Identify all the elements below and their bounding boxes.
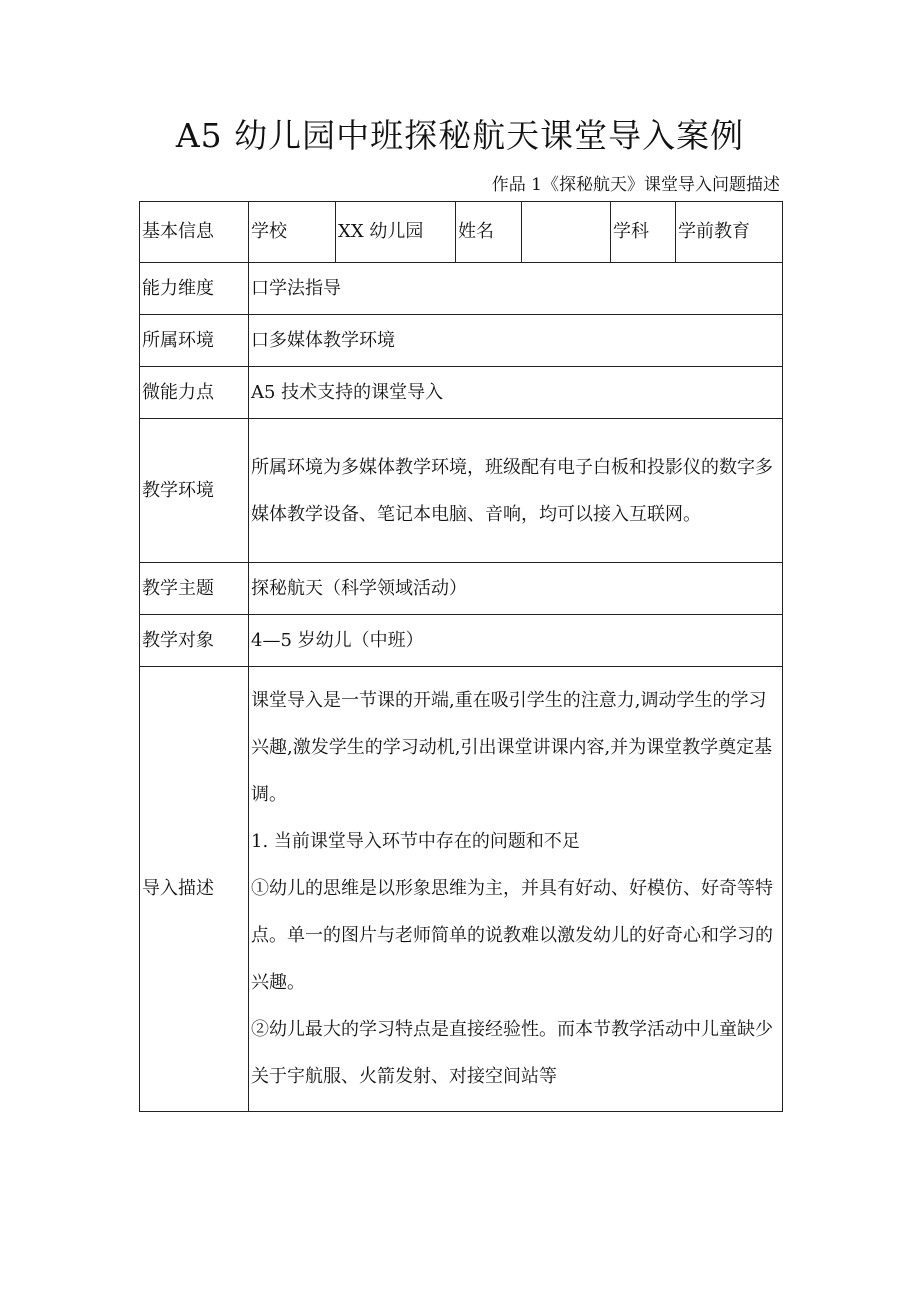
theme-label: 教学主题: [140, 563, 249, 615]
intro-content: [249, 667, 783, 1112]
table-row-intro: [140, 667, 783, 1112]
school-value: XX 幼儿园: [336, 202, 456, 263]
basic-info-label: 基本信息: [140, 202, 249, 263]
subject-value: 学前教育: [676, 202, 783, 263]
name-label: 姓名: [456, 202, 522, 263]
table-row-teaching-env: [140, 419, 783, 563]
teaching-env-label: 教学环境: [140, 419, 249, 563]
table-row-theme: [140, 563, 783, 615]
name-value: [522, 202, 611, 263]
intro-paragraph: 课堂导入是一节课的开端,重在吸引学生的注意力,调动学生的学习兴趣,激发学生的学习动机,引出课堂讲课内容,并为课堂教学奠定基调。: [251, 690, 773, 805]
target-value: 4—5 岁幼儿（中班）: [249, 615, 783, 667]
table-row-env-type: [140, 315, 783, 367]
subject-label: 学科: [611, 202, 676, 263]
document-subtitle: 作品 1《探秘航天》课堂导入问题描述: [491, 175, 780, 195]
target-label: 教学对象: [140, 615, 249, 667]
table-row-ability: [140, 263, 783, 315]
theme-value: 探秘航天（科学领域活动）: [249, 563, 783, 615]
table-row-basic: [140, 202, 783, 263]
env-type-value: 口多媒体教学环境: [249, 315, 783, 367]
intro-paragraph: ②幼儿最大的学习特点是直接经验性。而本节教学活动中儿童缺少关于宇航服、火箭发射、对接空间站等: [251, 1019, 773, 1087]
info-table: [139, 201, 783, 1112]
table-row-target: [140, 615, 783, 667]
micro-value: A5 技术支持的课堂导入: [249, 367, 783, 419]
teaching-env-value: 所属环境为多媒体教学环境，班级配有电子白板和投影仪的数字多媒体教学设备、笔记本电脑、音响，均可以接入互联网。: [249, 419, 783, 563]
micro-label: 微能力点: [140, 367, 249, 419]
table-row-micro: [140, 367, 783, 419]
intro-label: 导入描述: [140, 667, 249, 1112]
env-type-label: 所属环境: [140, 315, 249, 367]
ability-label: 能力维度: [140, 263, 249, 315]
ability-value: 口学法指导: [249, 263, 783, 315]
school-label: 学校: [249, 202, 336, 263]
intro-paragraph: 1. 当前课堂导入环节中存在的问题和不足: [251, 831, 580, 852]
intro-paragraph: ①幼儿的思维是以形象思维为主，并具有好动、好模仿、好奇等特点。单一的图片与老师简单的说教难以激发幼儿的好奇心和学习的兴趣。: [251, 878, 773, 993]
document-title: A5 幼儿园中班探秘航天课堂导入案例: [175, 116, 745, 155]
